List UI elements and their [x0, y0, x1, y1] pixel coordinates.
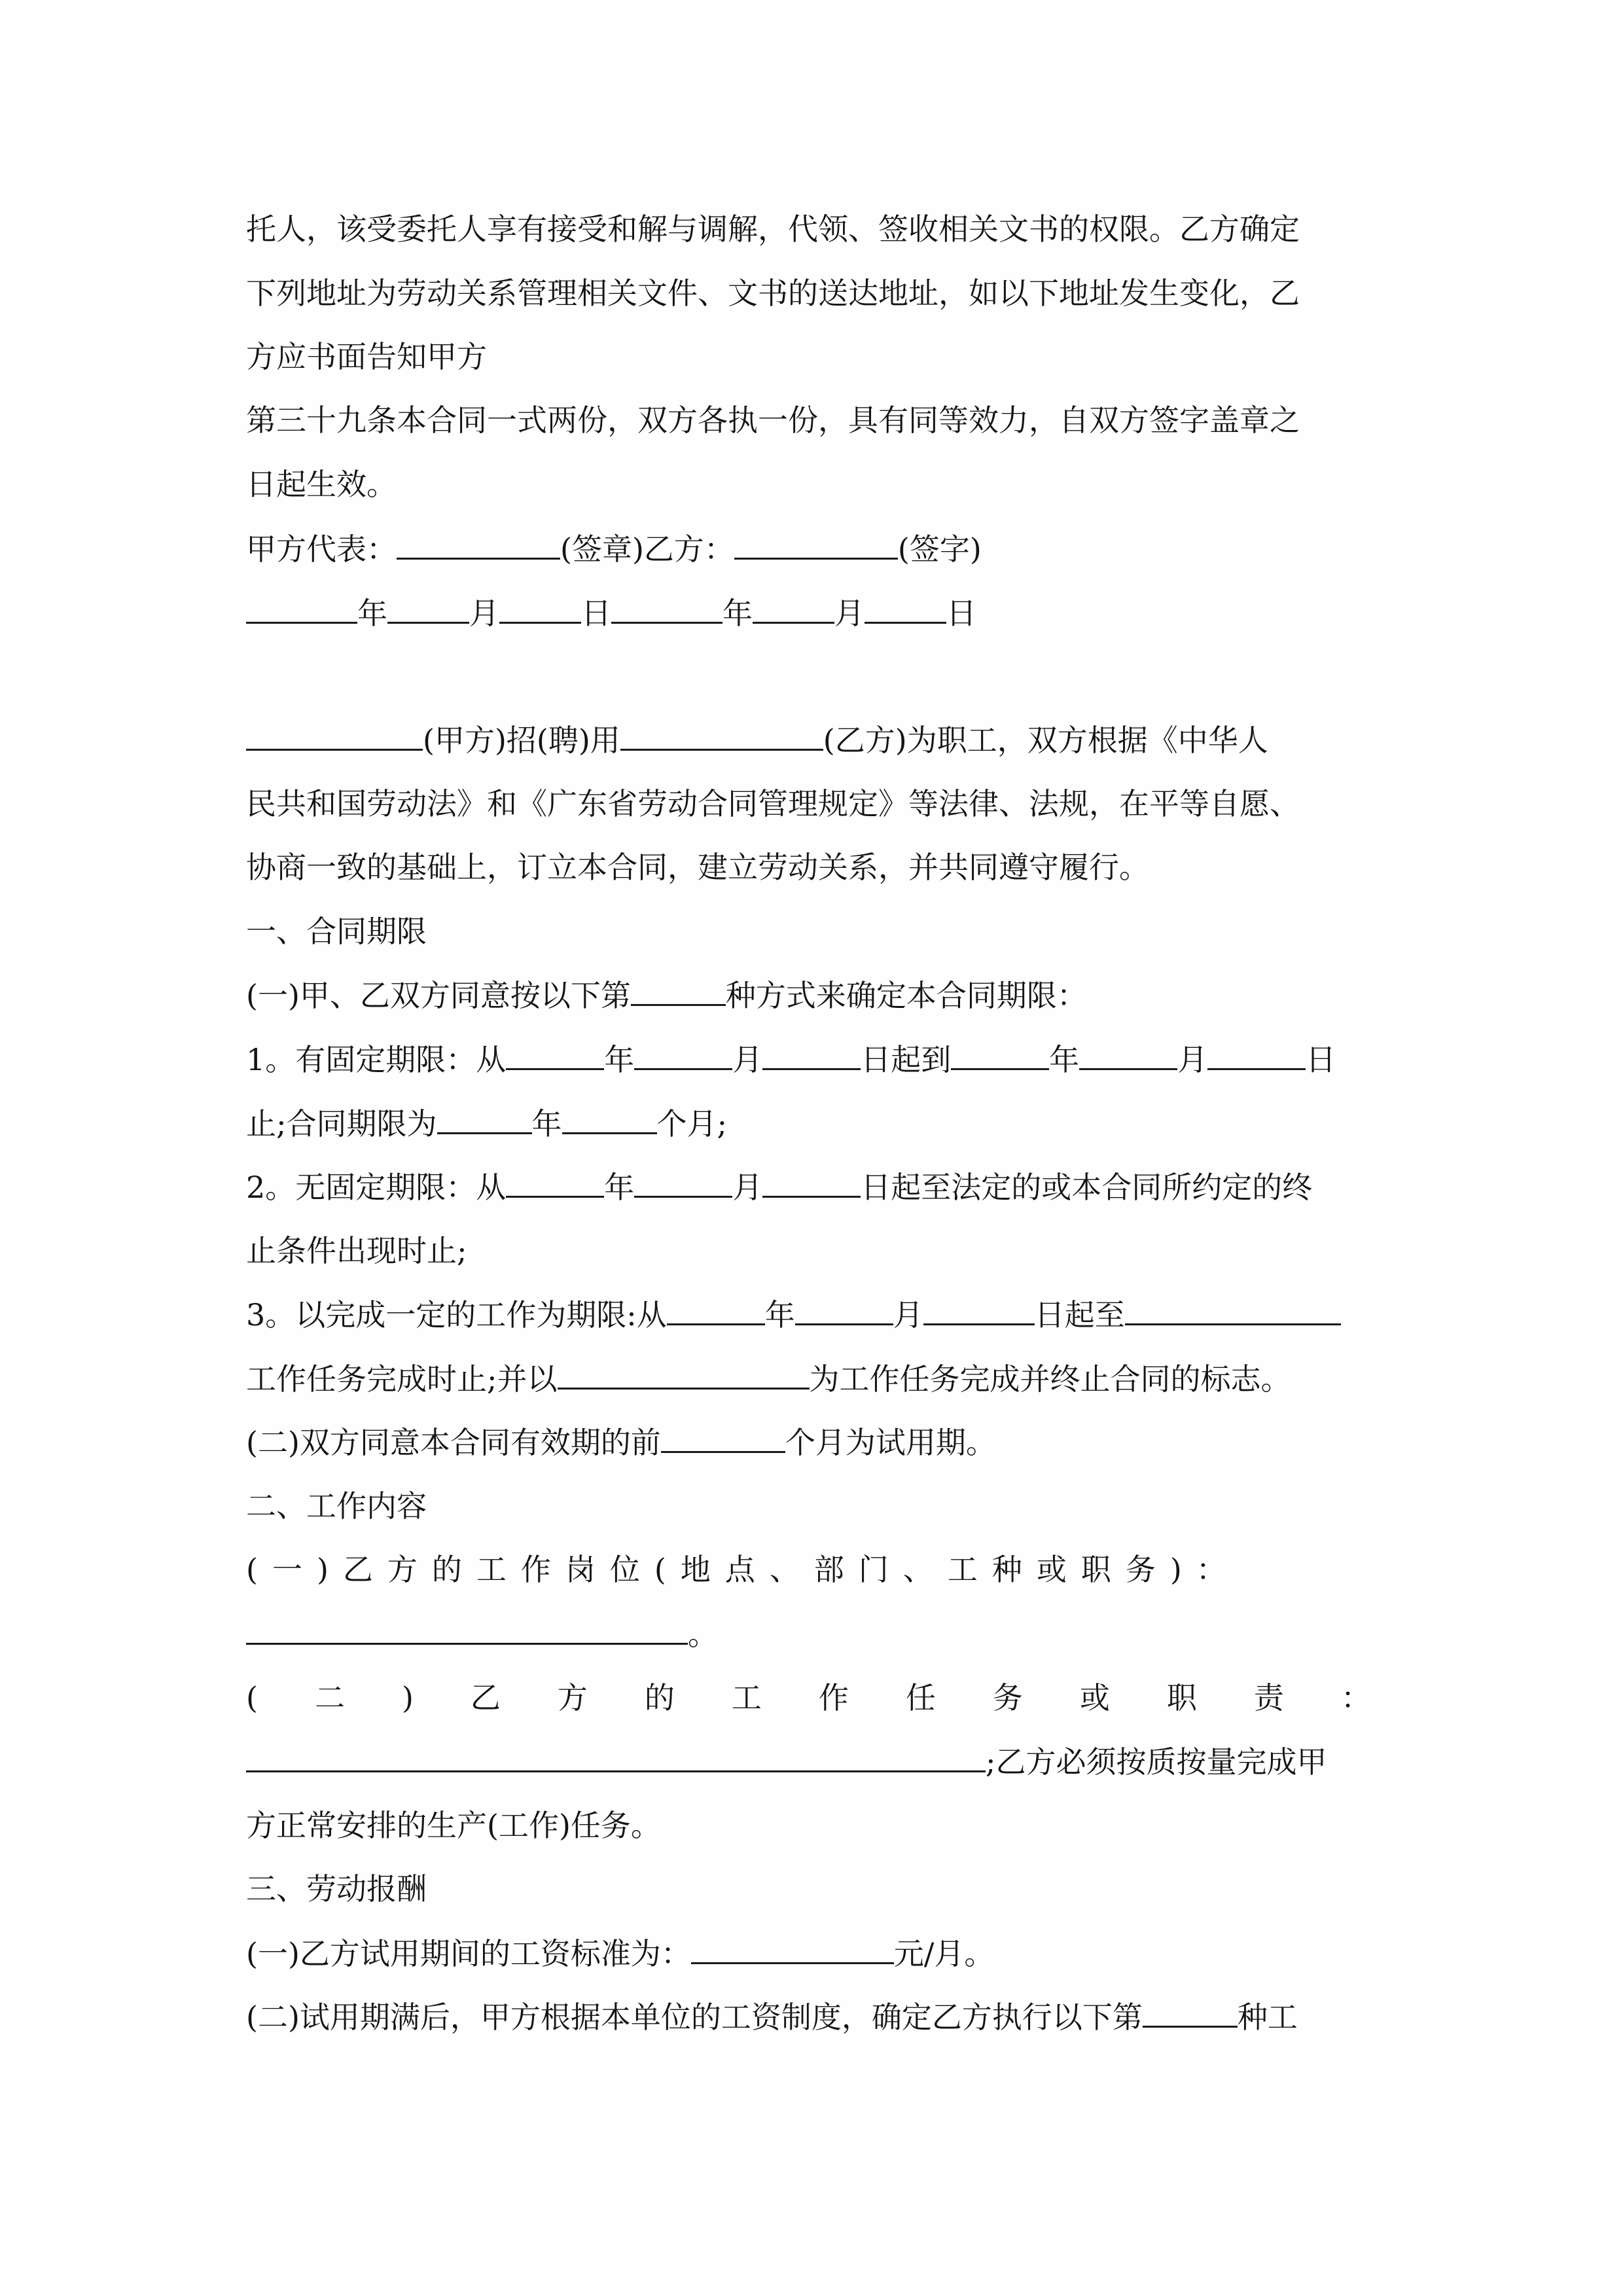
- text-line: (二)乙方的工作任务或职责：: [246, 1680, 1428, 1715]
- blank-field[interactable]: [506, 1039, 604, 1070]
- blank-field[interactable]: [246, 1742, 986, 1772]
- blank-field[interactable]: [865, 593, 946, 624]
- blank-field[interactable]: [620, 720, 823, 751]
- year-label: 年: [722, 596, 753, 631]
- party-a-label: 甲方代表：: [246, 531, 397, 567]
- text-fragment: 日起到: [861, 1042, 952, 1077]
- year-label: 年: [357, 596, 387, 631]
- blank-field[interactable]: [246, 720, 423, 751]
- blank-field[interactable]: [397, 529, 560, 560]
- month-label: 月: [469, 596, 499, 631]
- month-label: 月: [1177, 1042, 1208, 1077]
- month-label: 月: [732, 1170, 763, 1205]
- day-label: 日: [581, 596, 611, 631]
- text-fragment: 。: [688, 1617, 718, 1652]
- text-fragment: (一)甲、乙双方同意按以下第: [246, 978, 631, 1013]
- text-fragment: 3。以完成一定的工作为期限:从: [246, 1297, 667, 1333]
- month-label: 月: [834, 596, 865, 631]
- text-fragment: (乙方)为职工，双方根据《中华人: [823, 723, 1268, 758]
- month-label: 月: [732, 1042, 763, 1077]
- section-heading: 一、合同期限: [246, 914, 427, 949]
- text-fragment: 1。有固定期限：从: [246, 1042, 507, 1077]
- seal-label: (签章)乙方：: [560, 531, 734, 567]
- text-line: [246, 1359, 1291, 1398]
- text-fragment: 种方式来确定本合同期限：: [725, 978, 1087, 1013]
- text-fragment: 为工作任务完成并终止合同的标志。: [809, 1361, 1291, 1397]
- blank-field[interactable]: [734, 529, 898, 560]
- blank-field[interactable]: [499, 593, 581, 624]
- blank-field[interactable]: [611, 593, 722, 624]
- text-fragment: (二)试用期满后，甲方根据本单位的工资制度，确定乙方执行以下第: [246, 2000, 1143, 2035]
- text-line: [246, 1742, 1327, 1781]
- text-fragment: 日起至法定的或本合同所约定的终: [861, 1170, 1313, 1205]
- blank-field[interactable]: [246, 593, 357, 624]
- preamble-line: [246, 720, 1268, 759]
- blank-field[interactable]: [631, 975, 726, 1006]
- blank-field[interactable]: [634, 1167, 732, 1198]
- blank-field[interactable]: [562, 1103, 657, 1134]
- blank-field[interactable]: [1125, 1295, 1341, 1325]
- text-line: 民共和国劳动法》和《广东省劳动合同管理规定》等法律、法规，在平等自愿、: [246, 786, 1300, 821]
- blank-field[interactable]: [506, 1167, 604, 1198]
- day-label: 日: [1306, 1042, 1336, 1077]
- text-line: (一)乙方的工作岗位(地点、部门、工种或职务)：: [246, 1552, 1241, 1587]
- day-label: 日: [946, 596, 976, 631]
- blank-field[interactable]: [762, 1039, 861, 1070]
- article-39: 第三十九条本合同一式两份，双方各执一份，具有同等效力，自双方签字盖章之: [246, 403, 1300, 438]
- year-label: 年: [604, 1170, 635, 1205]
- blank-field[interactable]: [1207, 1039, 1306, 1070]
- blank-field[interactable]: [387, 593, 469, 624]
- text-line: 协商一致的基础上，订立本合同，建立劳动关系，并共同遵守履行。: [246, 850, 1149, 885]
- signature-line: [246, 529, 982, 568]
- blank-field[interactable]: [246, 1614, 688, 1645]
- blank-field[interactable]: [558, 1359, 810, 1390]
- text-line: [246, 975, 1087, 1014]
- text-line: 止条件出现时止;: [246, 1233, 467, 1268]
- text-line: [246, 1103, 727, 1143]
- date-line: [246, 593, 976, 632]
- month-label: 月: [893, 1297, 923, 1333]
- text-fragment: 个月;: [656, 1106, 727, 1141]
- blank-field[interactable]: [1079, 1039, 1177, 1070]
- blank-field[interactable]: [667, 1295, 765, 1325]
- year-label: 年: [531, 1106, 562, 1141]
- text-fragment: 种工: [1237, 2000, 1298, 2035]
- text-fragment: 元/月。: [893, 1936, 995, 1971]
- blank-field[interactable]: [923, 1295, 1035, 1325]
- blank-field[interactable]: [753, 593, 834, 624]
- text-line: [246, 1422, 996, 1462]
- text-fragment: ;乙方必须按质按量完成甲: [986, 1744, 1327, 1780]
- blank-field[interactable]: [795, 1295, 893, 1325]
- blank-field[interactable]: [1143, 1997, 1238, 2028]
- sign-label: (签字): [897, 531, 982, 567]
- option-2: [246, 1167, 1312, 1206]
- text-line: [246, 1997, 1298, 2036]
- blank-field[interactable]: [661, 1422, 785, 1453]
- text-fragment: 工作任务完成时止;并以: [246, 1361, 558, 1397]
- year-label: 年: [1049, 1042, 1080, 1077]
- text-line: 下列地址为劳动关系管理相关文件、文书的送达地址，如以下地址发生变化，乙: [246, 276, 1300, 311]
- text-fragment: 止;合同期限为: [246, 1106, 437, 1141]
- blank-field[interactable]: [634, 1039, 732, 1070]
- blank-field[interactable]: [762, 1167, 861, 1198]
- text-line: 日起生效。: [246, 467, 397, 502]
- blank-field[interactable]: [691, 1933, 894, 1964]
- text-line: 托人，该受委托人享有接受和解与调解，代领、签收相关文书的权限。乙方确定: [246, 211, 1300, 247]
- blank-field[interactable]: [951, 1039, 1049, 1070]
- text-fragment: (甲方)招(聘)用: [423, 723, 620, 758]
- text-fragment: (二)双方同意本合同有效期的前: [246, 1425, 661, 1460]
- blank-field[interactable]: [437, 1103, 532, 1134]
- section-heading: 二、工作内容: [246, 1488, 427, 1524]
- option-1: [246, 1039, 1336, 1079]
- section-heading: 三、劳动报酬: [246, 1871, 427, 1907]
- year-label: 年: [764, 1297, 795, 1333]
- text-line: 方应书面告知甲方: [246, 339, 487, 374]
- text-line: [246, 1614, 718, 1653]
- text-fragment: (一)乙方试用期间的工资标准为：: [246, 1936, 691, 1971]
- option-3: [246, 1295, 1341, 1334]
- text-line: [246, 1933, 994, 1973]
- text-fragment: 日起至: [1034, 1297, 1125, 1333]
- text-line: 方正常安排的生产(工作)任务。: [246, 1808, 661, 1843]
- text-fragment: 个月为试用期。: [785, 1425, 996, 1460]
- year-label: 年: [604, 1042, 635, 1077]
- text-fragment: 2。无固定期限：从: [246, 1170, 507, 1205]
